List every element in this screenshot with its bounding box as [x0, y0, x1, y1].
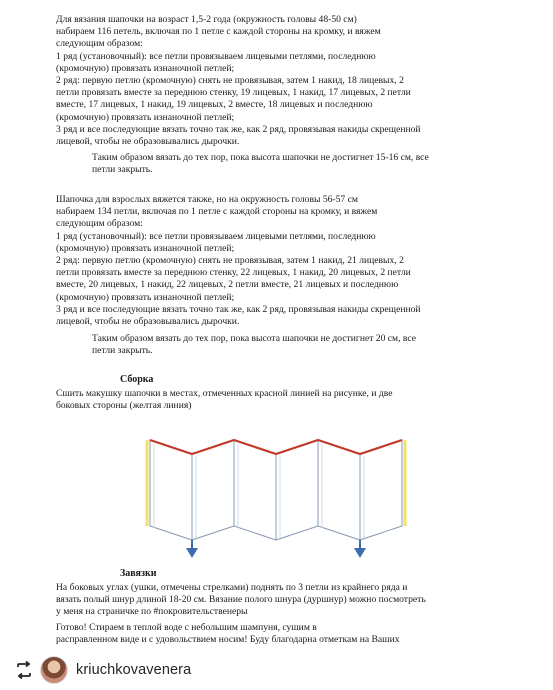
paragraph-adult-finish: Таким образом вязать до тех пор, пока высота шапочки не достигнет 20 см, все петли закрыть. — [92, 333, 417, 357]
paragraph-child-finish: Таким образом вязать до тех пор, пока высота шапочки не достигнет 15-16 см, все петли закрыть. — [92, 152, 429, 176]
arrow-down-icon-right — [354, 540, 366, 558]
closing-text: Готово! Стираем в теплой воде с небольшим шампуня, сушим в расправленном виде и с удовольствием носим! Буду благодарна отметкам на Ваших — [56, 622, 400, 646]
assembly-heading: Сборка — [120, 374, 154, 385]
top-seam-red — [150, 440, 402, 454]
arrow-down-icon-left — [186, 540, 198, 558]
repost-footer — [0, 650, 553, 690]
avatar[interactable] — [40, 656, 68, 684]
assembly-text: Сшить макушку шапочки в местах, отмеченных красной линией на рисунке, и две боковых стороны (желтая линия) — [56, 388, 393, 412]
paragraph-child-hat: Для вязания шапочки на возраст 1,5-2 года (окружность головы 48-50 см) набираем 116 петель, включая по 1 петле с каждой стороны на кромку, и вяжем следующим образом: 1 ряд (установочный): все петли провязываем лицевыми петлями, последнюю (кромочную) провязать изнаночной петлей; 2 ряд: первую петлю (кромочную) снять не провязывая, затем 1 накид, 18 лицевых, 2 петли провязать вместе за переднюю стенку, 19 лицевых, 1 накид, 17 лицевых, 2 петли вместе, 17 лицевых, 1 накид, 19 лицевых, 2 вместе, 18 лицевых и последнюю (кромочную) провязать изнаночной петлей; 3 ряд и все последующие вязать точно так же, как 2 ряд, провязывая накиды скрещенной лицевой, чтобы не образовывались дырочки. — [56, 14, 421, 148]
ties-text: На боковых углах (ушки, отмечены стрелками) поднять по 3 петли из крайнего ряда и вязать полый шнур длиной 18-20 см. Вязание полого шнура (дуршнур) можно посмотреть у меня на страничке по #покровительственеры — [56, 582, 426, 618]
username-link[interactable]: kriuchkovavenera — [76, 662, 192, 678]
paragraph-adult-hat: Шапочка для взрослых вяжется также, но на окружность головы 56-57 см набираем 134 петли, включая по 1 петле с каждой стороны на кромку, и вяжем следующим образом: 1 ряд (установочный): все петли провязываем лицевыми петлями, последнюю (кромочную) провязать изнаночной петлей; 2 ряд: первую петлю (кромочную) снять не провязывая, затем 1 накид, 21 лицевых, 2 петли провязать вместе за переднюю стенку, 22 лицевых, 1 накид, 20 лицевых, 2 петли вместе, 20 лицевых, 1 накид, 22 лицевых, 2 петли вместе, 21 лицевых и последнюю (кромочную) провязать изнаночной петлей; 3 ряд и все последующие вязать точно так же, как 2 ряд, провязывая накиды скрещенной лицевой, чтобы не образовывались дырочки. — [56, 194, 421, 328]
ties-heading: Завязки — [120, 568, 157, 579]
hat-assembly-diagram — [140, 432, 430, 564]
repost-icon[interactable] — [14, 660, 34, 680]
